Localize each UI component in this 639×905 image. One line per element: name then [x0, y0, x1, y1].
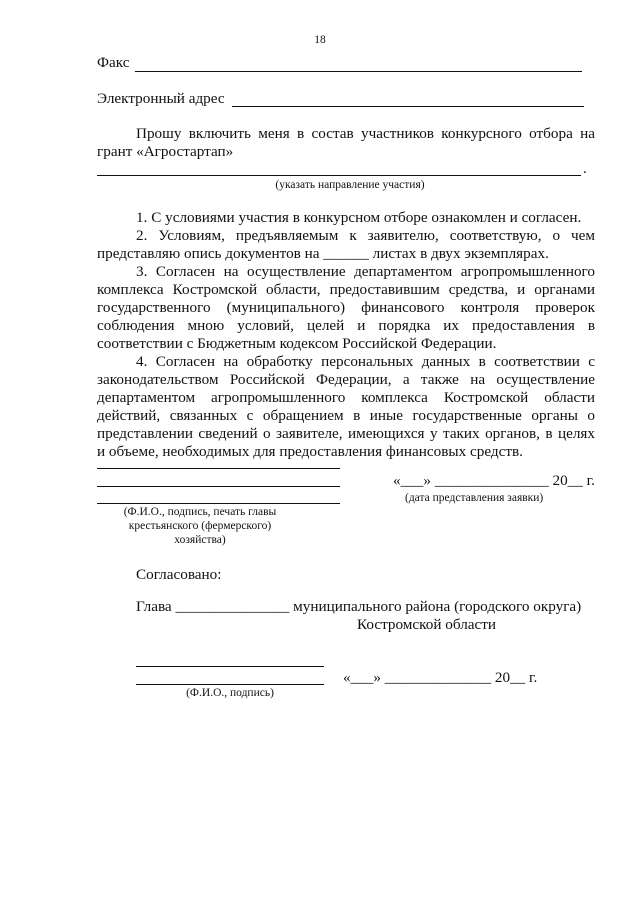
item-3-line-1: 3. Согласен на осуществление департаментом агропромышленного	[136, 263, 595, 280]
email-field-line	[232, 106, 584, 107]
signature-line-3	[97, 503, 340, 504]
item-2-line-2: представляю опись документов на ______ листах в двух экземплярах.	[97, 245, 549, 262]
request-line-1: Прошу включить меня в состав участников конкурсного отбора на	[136, 125, 595, 142]
fio-caption-line-3: хозяйства)	[174, 534, 226, 546]
item-4-line-2: законодательством Российской Федерации, а также на осуществление	[97, 371, 595, 388]
submission-date-caption: (дата представления заявки)	[405, 492, 544, 504]
direction-period: .	[583, 160, 587, 177]
fio-caption-line-1: (Ф.И.О., подпись, печать главы	[123, 506, 277, 518]
item-3-line-4: соблюдения мною условий, целей и порядка их предоставления в	[97, 317, 595, 334]
item-4-line-6: и объеме, необходимых для предоставления финансовых средств.	[97, 443, 523, 460]
item-2-line-1: 2. Условиям, предъявляемым к заявителю, соответствую, о чем	[136, 227, 595, 244]
approval-signature-line-1	[136, 666, 324, 667]
direction-hint: (указать направление участия)	[275, 179, 425, 191]
signature-line-1	[97, 468, 340, 469]
approval-heading: Согласовано:	[136, 566, 222, 583]
item-3-line-5: соответствии с Бюджетным кодексом Российской Федерации.	[97, 335, 497, 352]
approval-signature-line-2	[136, 684, 324, 685]
fio-caption-line-2: крестьянского (фермерского)	[128, 520, 272, 532]
item-4-line-1: 4. Согласен на обработку персональных данных в соответствии с	[136, 353, 595, 370]
item-4-line-5: представлении сведений о заявителе, имеющихся у таких органов, в целях	[97, 425, 595, 442]
email-label: Электронный адрес	[97, 90, 225, 107]
head-of-district-line: Глава _______________ муниципального района (городского округа)	[136, 598, 582, 615]
approval-fio-caption: (Ф.И.О., подпись)	[186, 687, 274, 699]
submission-date-line: «___» _______________ 20__ г.	[393, 472, 595, 489]
item-1: 1. С условиями участия в конкурсном отборе ознакомлен и согласен.	[136, 209, 582, 226]
region-name: Костромской области	[357, 616, 497, 633]
request-line-2: грант «Агростартап»	[97, 143, 234, 160]
fax-label: Факс	[97, 54, 130, 71]
page-number: 18	[314, 34, 326, 46]
item-3-line-2: комплекса Костромской области, предоставившим средства, и органами	[97, 281, 595, 298]
approval-date-line: «___» ______________ 20__ г.	[343, 669, 538, 686]
fax-field-line	[135, 71, 582, 72]
direction-field-line	[97, 175, 581, 176]
item-3-line-3: государственного (муниципального) финансового контроля проверок	[97, 299, 595, 316]
signature-line-2	[97, 486, 340, 487]
item-4-line-3: департаментом агропромышленного комплекса Костромской области	[97, 389, 595, 406]
item-4-line-4: действий, связанных с обращением в иные государственные органы о	[97, 407, 595, 424]
